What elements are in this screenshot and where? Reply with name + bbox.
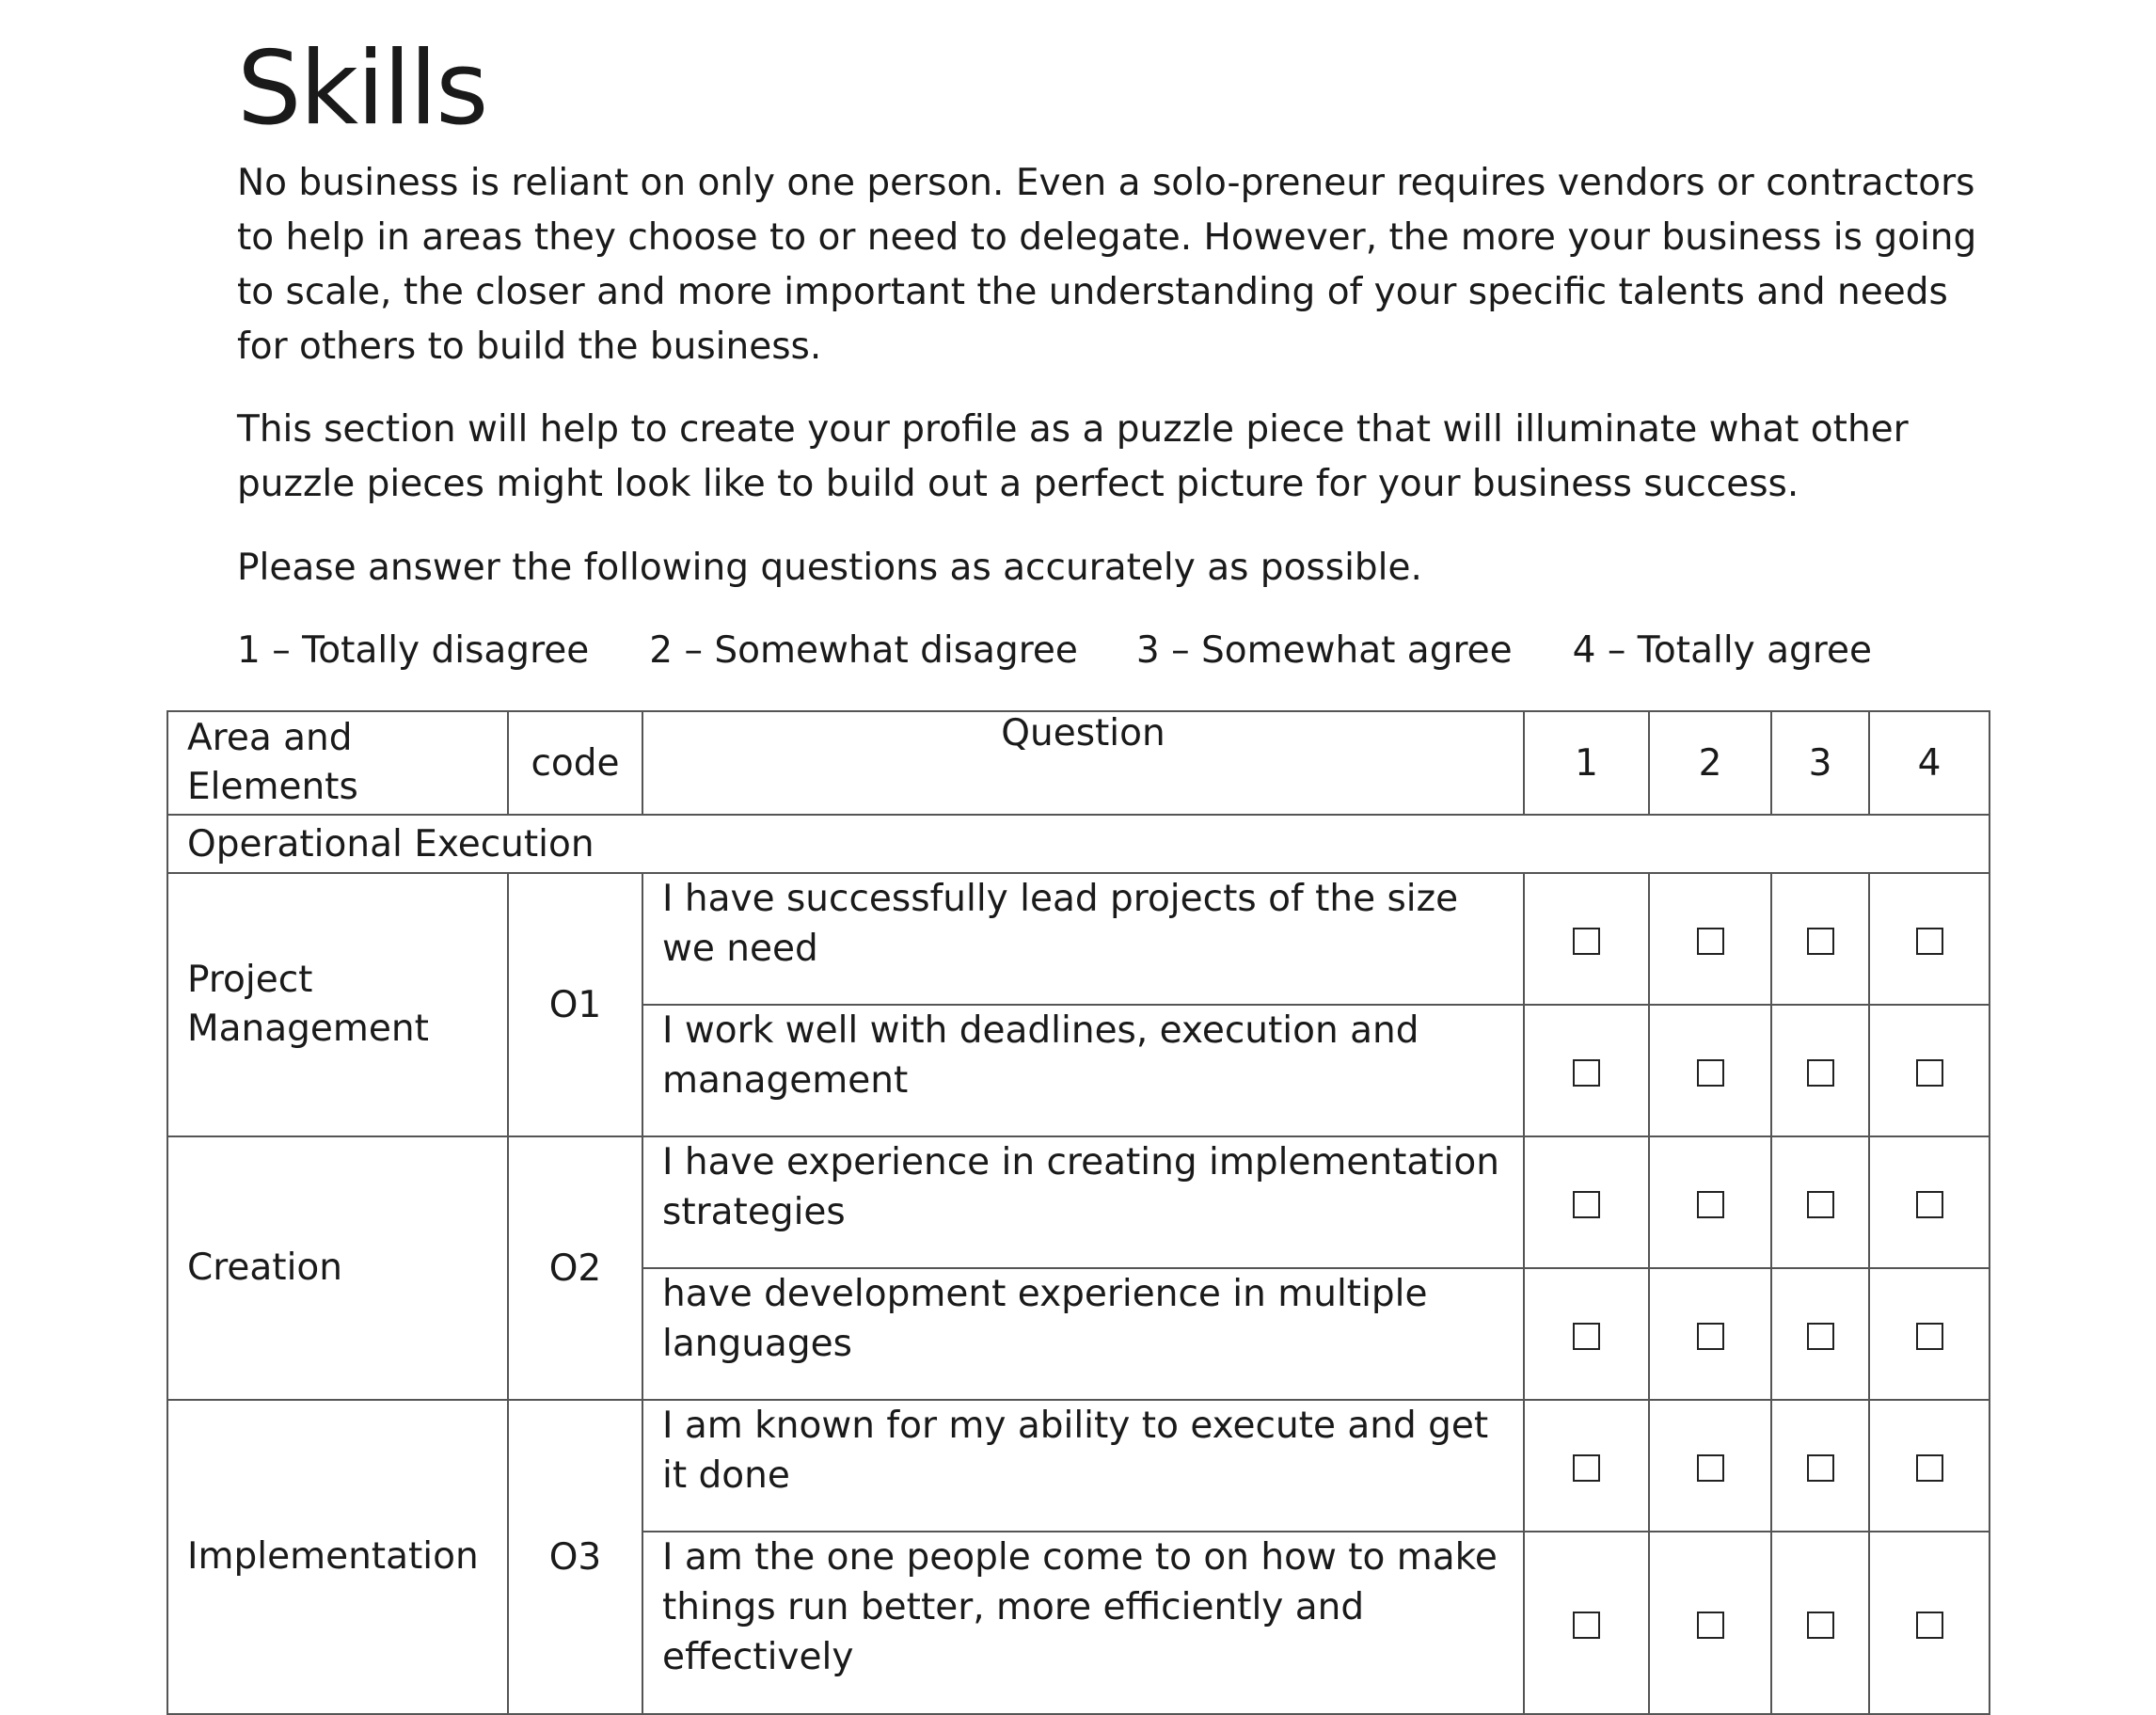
question-cell: I have experience in creating implementation strategies bbox=[642, 1136, 1524, 1268]
rating-scale-legend bbox=[237, 624, 1872, 678]
rating-4-cell[interactable] bbox=[1869, 1136, 1990, 1268]
question-cell: I am the one people come to on how to make things run better, more efficiently and effectively bbox=[642, 1532, 1524, 1714]
header-rating-1: 1 bbox=[1524, 711, 1649, 815]
rating-4-cell[interactable] bbox=[1869, 1005, 1990, 1136]
rating-3-cell[interactable] bbox=[1771, 1400, 1869, 1532]
rating-4-cell[interactable] bbox=[1869, 1268, 1990, 1400]
rating-3-cell[interactable] bbox=[1771, 1268, 1869, 1400]
checkbox[interactable] bbox=[1807, 928, 1834, 955]
rating-4-cell[interactable] bbox=[1869, 1532, 1990, 1714]
code-cell: O1 bbox=[508, 873, 642, 1136]
scale-item-4: 4 – Totally agree bbox=[1572, 629, 1872, 672]
area-cell: Implementation bbox=[167, 1400, 508, 1714]
rating-1-cell[interactable] bbox=[1524, 1400, 1649, 1532]
checkbox[interactable] bbox=[1807, 1191, 1834, 1218]
checkbox[interactable] bbox=[1916, 928, 1943, 955]
rating-1-cell[interactable] bbox=[1524, 1532, 1649, 1714]
table-row bbox=[167, 1400, 1990, 1532]
rating-4-cell[interactable] bbox=[1869, 1400, 1990, 1532]
rating-2-cell[interactable] bbox=[1649, 1268, 1771, 1400]
code-cell: O3 bbox=[508, 1400, 642, 1714]
table-header-row bbox=[167, 711, 1990, 815]
checkbox[interactable] bbox=[1573, 1323, 1600, 1350]
header-question: Question bbox=[642, 711, 1524, 815]
question-cell: I work well with deadlines, execution and management bbox=[642, 1005, 1524, 1136]
skills-survey-table bbox=[166, 710, 1990, 1715]
area-cell: Creation bbox=[167, 1136, 508, 1400]
header-code: code bbox=[508, 711, 642, 815]
table-row bbox=[167, 873, 1990, 1005]
checkbox[interactable] bbox=[1697, 1612, 1724, 1639]
header-rating-3: 3 bbox=[1771, 711, 1869, 815]
question-cell: have development experience in multiple languages bbox=[642, 1268, 1524, 1400]
rating-3-cell[interactable] bbox=[1771, 873, 1869, 1005]
rating-4-cell[interactable] bbox=[1869, 873, 1990, 1005]
scale-item-2: 2 – Somewhat disagree bbox=[649, 629, 1078, 672]
scale-item-3: 3 – Somewhat agree bbox=[1135, 629, 1513, 672]
area-cell: Project Management bbox=[167, 873, 508, 1136]
checkbox[interactable] bbox=[1697, 1454, 1724, 1482]
rating-2-cell[interactable] bbox=[1649, 1400, 1771, 1532]
profile-paragraph: This section will help to create your profile as a puzzle piece that will illuminate what other puzzle pieces might look like to build out a perfect picture for your business success. bbox=[237, 408, 1909, 505]
checkbox[interactable] bbox=[1916, 1191, 1943, 1218]
rating-3-cell[interactable] bbox=[1771, 1532, 1869, 1714]
rating-2-cell[interactable] bbox=[1649, 873, 1771, 1005]
code-cell: O2 bbox=[508, 1136, 642, 1400]
rating-2-cell[interactable] bbox=[1649, 1532, 1771, 1714]
rating-1-cell[interactable] bbox=[1524, 1268, 1649, 1400]
rating-2-cell[interactable] bbox=[1649, 1136, 1771, 1268]
checkbox[interactable] bbox=[1916, 1454, 1943, 1482]
checkbox[interactable] bbox=[1697, 1191, 1724, 1218]
checkbox[interactable] bbox=[1573, 1612, 1600, 1639]
checkbox[interactable] bbox=[1573, 928, 1600, 955]
checkbox[interactable] bbox=[1697, 928, 1724, 955]
intro-paragraph: No business is reliant on only one person. Even a solo-preneur requires vendors or contractors to help in areas they choose to or need to delegate. However, the more your business is going to scale, the closer and more important the understanding of your specific talents and needs for others to build the business. bbox=[237, 162, 1977, 368]
section-title: Operational Execution bbox=[167, 815, 1990, 873]
question-cell: I am known for my ability to execute and get it done bbox=[642, 1400, 1524, 1532]
checkbox[interactable] bbox=[1573, 1191, 1600, 1218]
checkbox[interactable] bbox=[1916, 1323, 1943, 1350]
rating-3-cell[interactable] bbox=[1771, 1005, 1869, 1136]
rating-1-cell[interactable] bbox=[1524, 1136, 1649, 1268]
header-area: Area and Elements bbox=[167, 711, 508, 815]
question-cell: I have successfully lead projects of the size we need bbox=[642, 873, 1524, 1005]
rating-1-cell[interactable] bbox=[1524, 873, 1649, 1005]
page-title: Skills bbox=[237, 30, 487, 148]
rating-1-cell[interactable] bbox=[1524, 1005, 1649, 1136]
header-rating-2: 2 bbox=[1649, 711, 1771, 815]
checkbox[interactable] bbox=[1916, 1612, 1943, 1639]
table-row bbox=[167, 1136, 1990, 1268]
header-rating-4: 4 bbox=[1869, 711, 1990, 815]
checkbox[interactable] bbox=[1916, 1059, 1943, 1087]
checkbox[interactable] bbox=[1807, 1323, 1834, 1350]
rating-3-cell[interactable] bbox=[1771, 1136, 1869, 1268]
checkbox[interactable] bbox=[1697, 1323, 1724, 1350]
section-row bbox=[167, 815, 1990, 873]
checkbox[interactable] bbox=[1807, 1612, 1834, 1639]
checkbox[interactable] bbox=[1697, 1059, 1724, 1087]
checkbox[interactable] bbox=[1807, 1454, 1834, 1482]
instructions-paragraph: Please answer the following questions as accurately as possible. bbox=[237, 547, 1422, 589]
checkbox[interactable] bbox=[1573, 1454, 1600, 1482]
scale-item-1: 1 – Totally disagree bbox=[237, 629, 590, 672]
checkbox[interactable] bbox=[1807, 1059, 1834, 1087]
checkbox[interactable] bbox=[1573, 1059, 1600, 1087]
rating-2-cell[interactable] bbox=[1649, 1005, 1771, 1136]
